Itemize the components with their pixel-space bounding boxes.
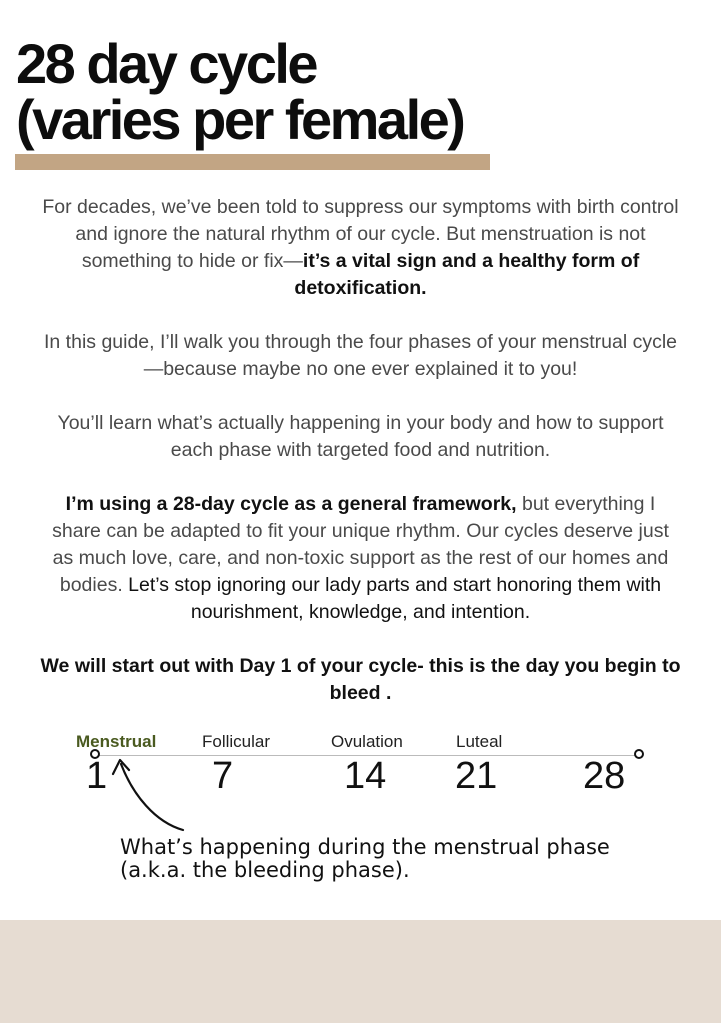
phase-label-follicular: Follicular (202, 732, 271, 751)
intro-p4-text: but everything I share can be adapted to fit your unique rhythm. Our cycles deserve just as much love, care, and non-toxic support as the rest of our homes and bodies. (52, 493, 669, 596)
intro-p4-emphasis: I’m using a 28-day cycle as a general framework, (65, 493, 517, 515)
title-underline-bar (15, 154, 490, 170)
footer-band (0, 920, 721, 1023)
menstrual-phase-caption (120, 836, 610, 882)
day-marker-28: 28 (583, 755, 626, 797)
day-marker-21: 21 (455, 755, 498, 797)
intro-paragraph-5: We will start out with Day 1 of your cycle- this is the day you begin to bleed . (40, 655, 681, 704)
intro-paragraph-3: You’ll learn what’s actually happening in your body and how to support each phase with targeted food and nutrition. (57, 412, 664, 461)
intro-paragraph-4 (40, 491, 681, 626)
title-line-1: 28 day cycle (16, 32, 317, 95)
timeline-end-dot (634, 749, 644, 759)
caption-line-1: What’s happening during the menstrual phase (120, 835, 610, 859)
curved-arrow-icon (105, 750, 195, 840)
page-title (16, 32, 464, 151)
caption-line-2: (a.k.a. the bleeding phase). (120, 858, 410, 882)
day-marker-1: 1 (86, 755, 108, 797)
phase-label-ovulation: Ovulation (331, 732, 403, 751)
phase-label-menstrual: Menstrual (76, 732, 157, 751)
intro-p4-highlight: Let’s stop ignoring our lady parts and start honoring them with nourishment, knowledge, and intention. (128, 574, 662, 623)
day-marker-14: 14 (344, 755, 387, 797)
day-marker-7: 7 (212, 755, 234, 797)
title-line-2: (varies per female) (16, 88, 464, 151)
intro-p1-text: For decades, we’ve been told to suppress our symptoms with birth control and ignore the natural rhythm of our cycle. But menstruation is not something to hide or fix— (42, 196, 679, 272)
intro-paragraph-2: In this guide, I’ll walk you through the four phases of your menstrual cycle—because maybe no one ever explained it to you! (44, 331, 677, 380)
intro-p1-emphasis: it’s a vital sign and a healthy form of detoxification. (294, 250, 640, 299)
intro-paragraph-1 (40, 194, 681, 302)
phase-label-luteal: Luteal (456, 732, 503, 751)
